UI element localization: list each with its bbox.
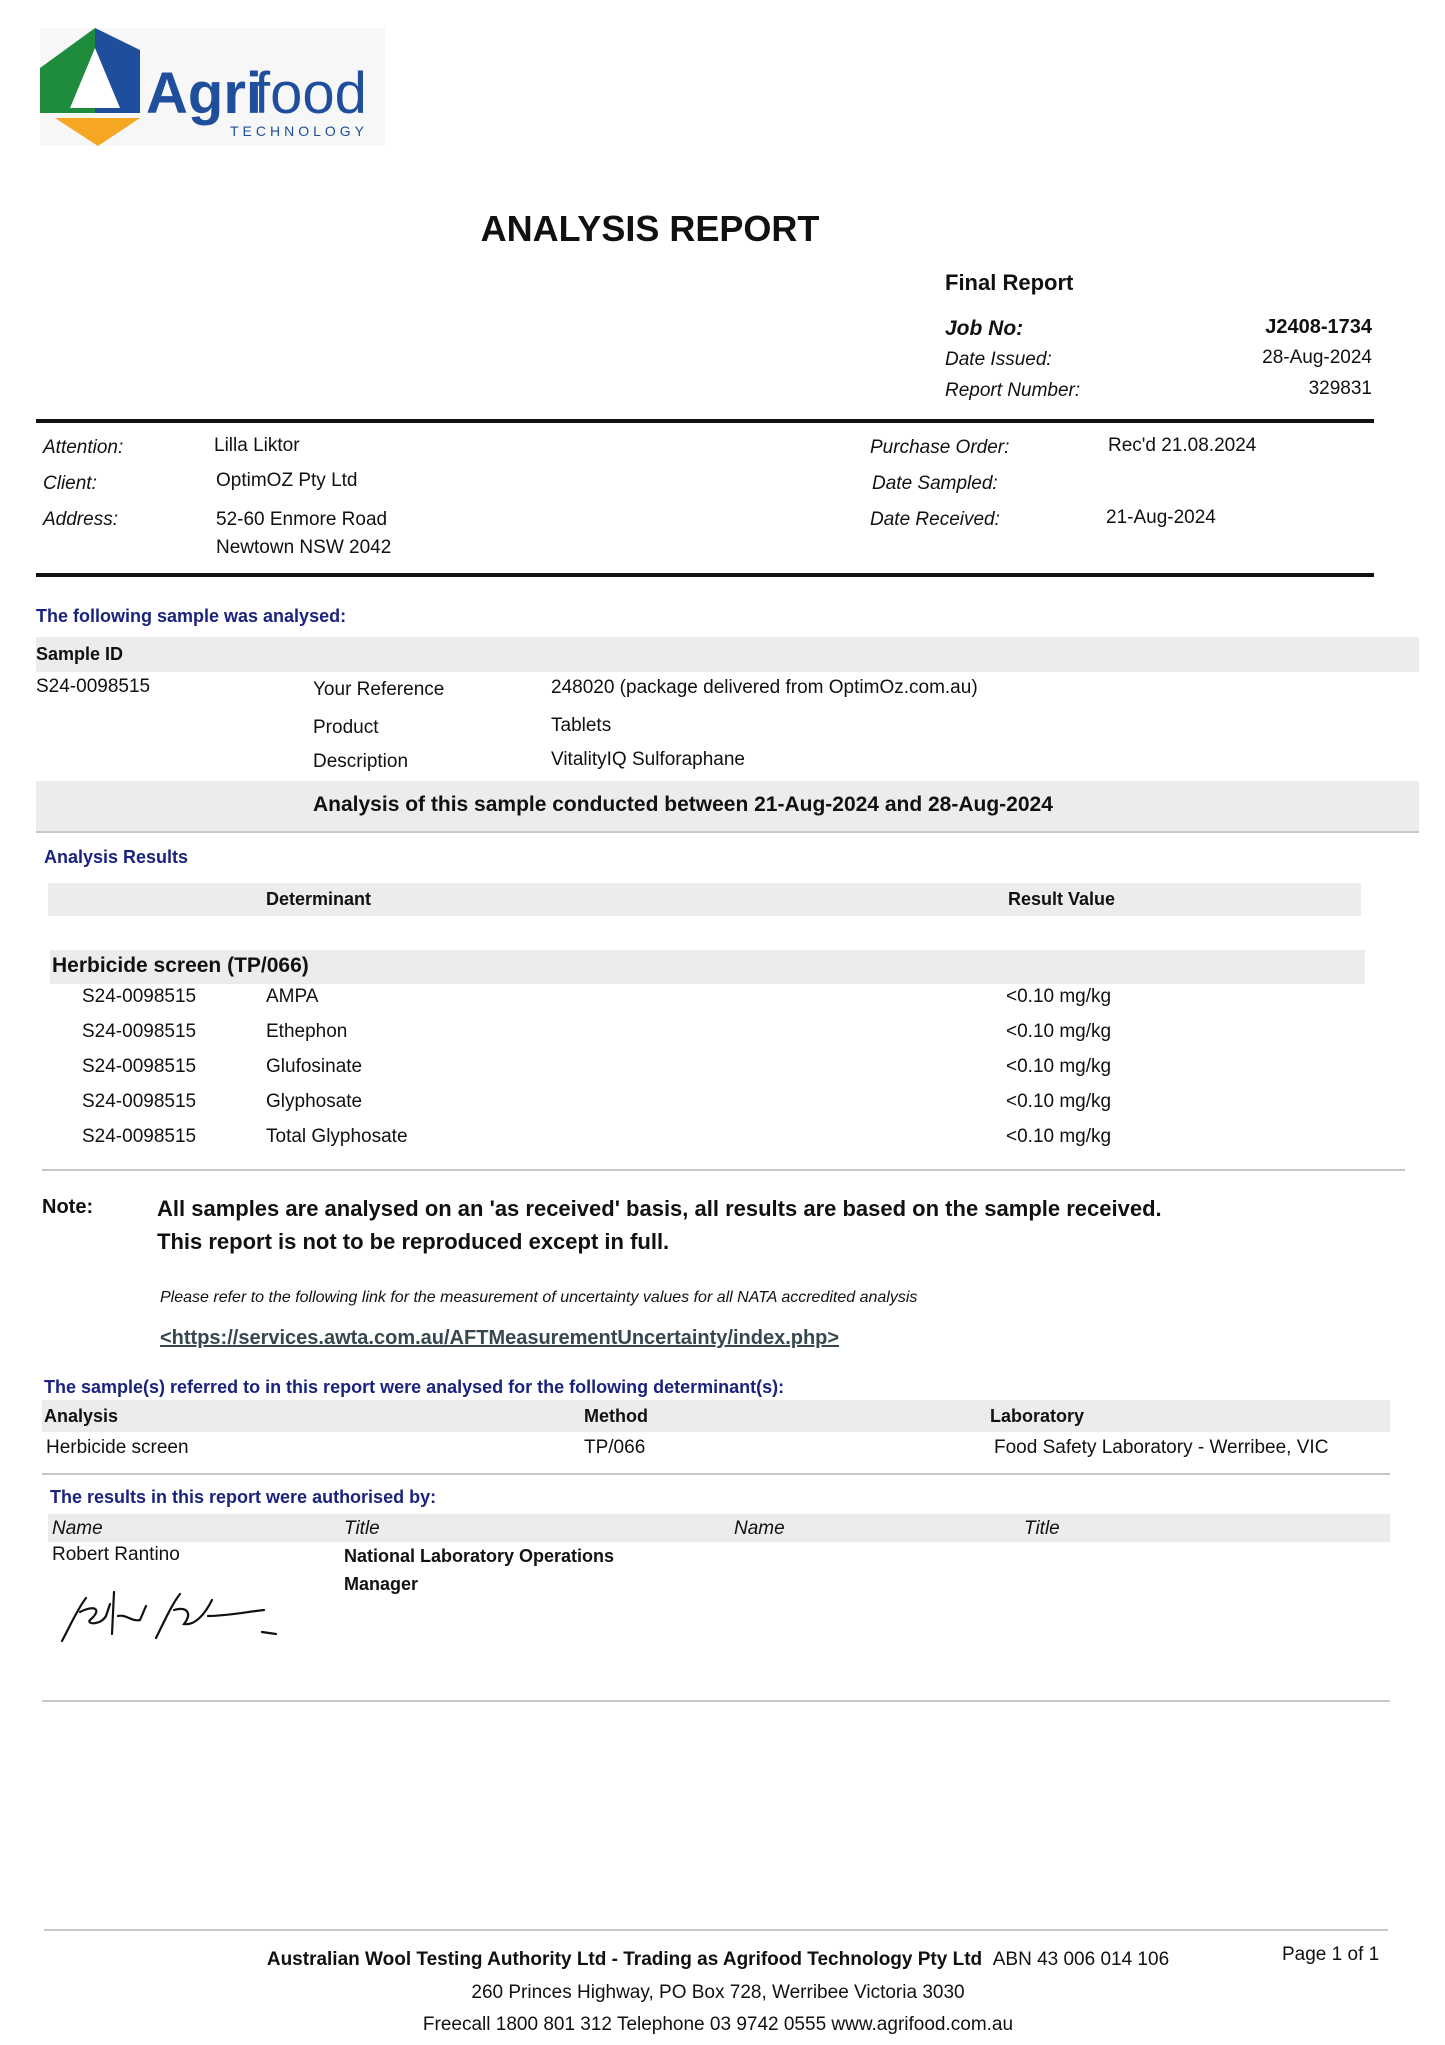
uncertainty-link[interactable]: <https://services.awta.com.au/AFTMeasurementUncertainty/index.php>: [160, 1327, 840, 1349]
determinant-laboratory: Food Safety Laboratory - Werribee, VIC: [994, 1437, 1329, 1458]
purchase-order-value: Rec'd 21.08.2024: [1108, 435, 1257, 456]
client-label: Client:: [43, 473, 97, 494]
row-value: <0.10 mg/kg: [1006, 1126, 1112, 1147]
row-determinant: AMPA: [266, 986, 319, 1007]
row-sample: S24-0098515: [82, 1091, 197, 1112]
date-issued-label: Date Issued:: [945, 349, 1052, 370]
address-line1: 52-60 Enmore Road: [216, 509, 388, 530]
col-method: Method: [584, 1406, 648, 1426]
note-label: Note:: [42, 1196, 94, 1218]
determinant-method: TP/066: [584, 1437, 646, 1458]
row-sample: S24-0098515: [82, 1056, 197, 1077]
footer-address: 260 Princes Highway, PO Box 728, Werribee Victoria 3030: [471, 1982, 965, 2003]
col-title-2: Title: [1024, 1518, 1060, 1539]
group-title: Herbicide screen (TP/066): [52, 954, 309, 977]
row-value: <0.10 mg/kg: [1006, 1056, 1112, 1077]
row-determinant: Total Glyphosate: [266, 1126, 408, 1147]
row-value: <0.10 mg/kg: [1006, 1021, 1112, 1042]
job-no-value: J2408-1734: [1265, 316, 1372, 338]
date-received-value: 21-Aug-2024: [1106, 507, 1216, 528]
row-determinant: Glufosinate: [266, 1056, 363, 1077]
table-row: [0, 1056, 1445, 1090]
address-line2: Newtown NSW 2042: [216, 537, 392, 558]
date-sampled-label: Date Sampled:: [872, 473, 998, 494]
logo-tagline: TECHNOLOGY: [230, 123, 369, 139]
row-sample: S24-0098515: [82, 1126, 197, 1147]
purchase-order-label: Purchase Order:: [870, 437, 1010, 458]
analysis-period: Analysis of this sample conducted between 21-Aug-2024 and 28-Aug-2024: [313, 793, 1053, 816]
authorisation-divider: [42, 1700, 1390, 1702]
sample-heading: The following sample was analysed:: [36, 606, 347, 626]
description-value: VitalityIQ Sulforaphane: [551, 749, 745, 770]
note-line1: All samples are analysed on an 'as received' basis, all results are based on the sample received.: [157, 1196, 1162, 1221]
footer-company-line: [168, 1949, 1268, 1971]
table-row: [0, 1126, 1445, 1160]
job-no-label: Job No:: [945, 317, 1024, 340]
company-logo: [40, 28, 385, 146]
results-divider: [42, 1169, 1405, 1171]
product-value: Tablets: [551, 715, 612, 736]
col-laboratory: Laboratory: [990, 1406, 1085, 1426]
col-name: Name: [52, 1518, 103, 1539]
authoriser-title-line2: Manager: [344, 1574, 419, 1594]
col-analysis: Analysis: [44, 1406, 119, 1426]
determinant-analysis: Herbicide screen: [46, 1437, 189, 1458]
row-sample: S24-0098515: [82, 1021, 197, 1042]
report-title: ANALYSIS REPORT: [480, 208, 820, 249]
table-row: [0, 986, 1445, 1020]
logo-name-part1: Agri: [146, 61, 262, 126]
results-header-band: [48, 883, 1361, 916]
row-sample: S24-0098515: [82, 986, 197, 1007]
authorisation-header-band: [48, 1514, 1390, 1542]
sample-id-band: [36, 637, 1419, 672]
row-value: <0.10 mg/kg: [1006, 986, 1112, 1007]
note-line2: This report is not to be reproduced except in full.: [157, 1229, 670, 1254]
determinants-header-band: [42, 1400, 1390, 1432]
footer-contact: Freecall 1800 801 312 Telephone 03 9742 0555 www.agrifood.com.au: [422, 2014, 1014, 2035]
product-label: Product: [313, 717, 379, 738]
signature-image: [56, 1586, 288, 1648]
row-determinant: Glyphosate: [266, 1091, 363, 1112]
footer-company: Australian Wool Testing Authority Ltd - Trading as Agrifood Technology Pty Ltd: [266, 1949, 983, 1970]
footer-abn: ABN 43 006 014 106: [992, 1949, 1170, 1970]
date-issued-value: 28-Aug-2024: [1262, 347, 1372, 368]
table-row: [0, 1091, 1445, 1125]
client-value: OptimOZ Pty Ltd: [216, 470, 358, 491]
page-number: Page 1 of 1: [1282, 1944, 1380, 1965]
table-row: [0, 1021, 1445, 1055]
header-divider-top: [36, 419, 1374, 423]
your-reference-label: Your Reference: [313, 679, 445, 700]
report-number-value: 329831: [1308, 378, 1372, 399]
results-heading: Analysis Results: [44, 847, 189, 867]
col-result-value: Result Value: [1008, 889, 1116, 909]
address-label: Address:: [43, 509, 118, 530]
attention-label: Attention:: [43, 437, 124, 458]
determinants-divider: [42, 1473, 1390, 1475]
sample-id-value: S24-0098515: [36, 676, 151, 697]
description-label: Description: [313, 751, 409, 772]
authoriser-title-line1: National Laboratory Operations: [344, 1546, 615, 1566]
logo-name-part2: food: [254, 61, 367, 126]
logo-mark: [40, 28, 385, 146]
sample-id-label: Sample ID: [36, 644, 124, 664]
col-name-2: Name: [734, 1518, 785, 1539]
uncertainty-text: Please refer to the following link for the measurement of uncertainty values for all NATA accredited analysis: [160, 1289, 918, 1306]
header-divider-bottom: [36, 573, 1374, 577]
report-status: Final Report: [945, 270, 1074, 295]
date-received-label: Date Received:: [870, 509, 1000, 530]
authorisation-heading: The results in this report were authorised by:: [50, 1487, 437, 1507]
signature: [56, 1586, 288, 1648]
footer-divider: [44, 1929, 1388, 1931]
row-determinant: Ethephon: [266, 1021, 348, 1042]
sample-divider: [36, 831, 1419, 833]
your-reference-value: 248020 (package delivered from OptimOz.com.au): [551, 677, 978, 698]
determinants-heading: The sample(s) referred to in this report were analysed for the following determinant(s):: [44, 1377, 785, 1397]
report-number-label: Report Number:: [945, 380, 1081, 401]
col-determinant: Determinant: [266, 889, 372, 909]
row-value: <0.10 mg/kg: [1006, 1091, 1112, 1112]
col-title: Title: [344, 1518, 380, 1539]
attention-value: Lilla Liktor: [214, 435, 300, 456]
authoriser-name: Robert Rantino: [52, 1544, 180, 1565]
